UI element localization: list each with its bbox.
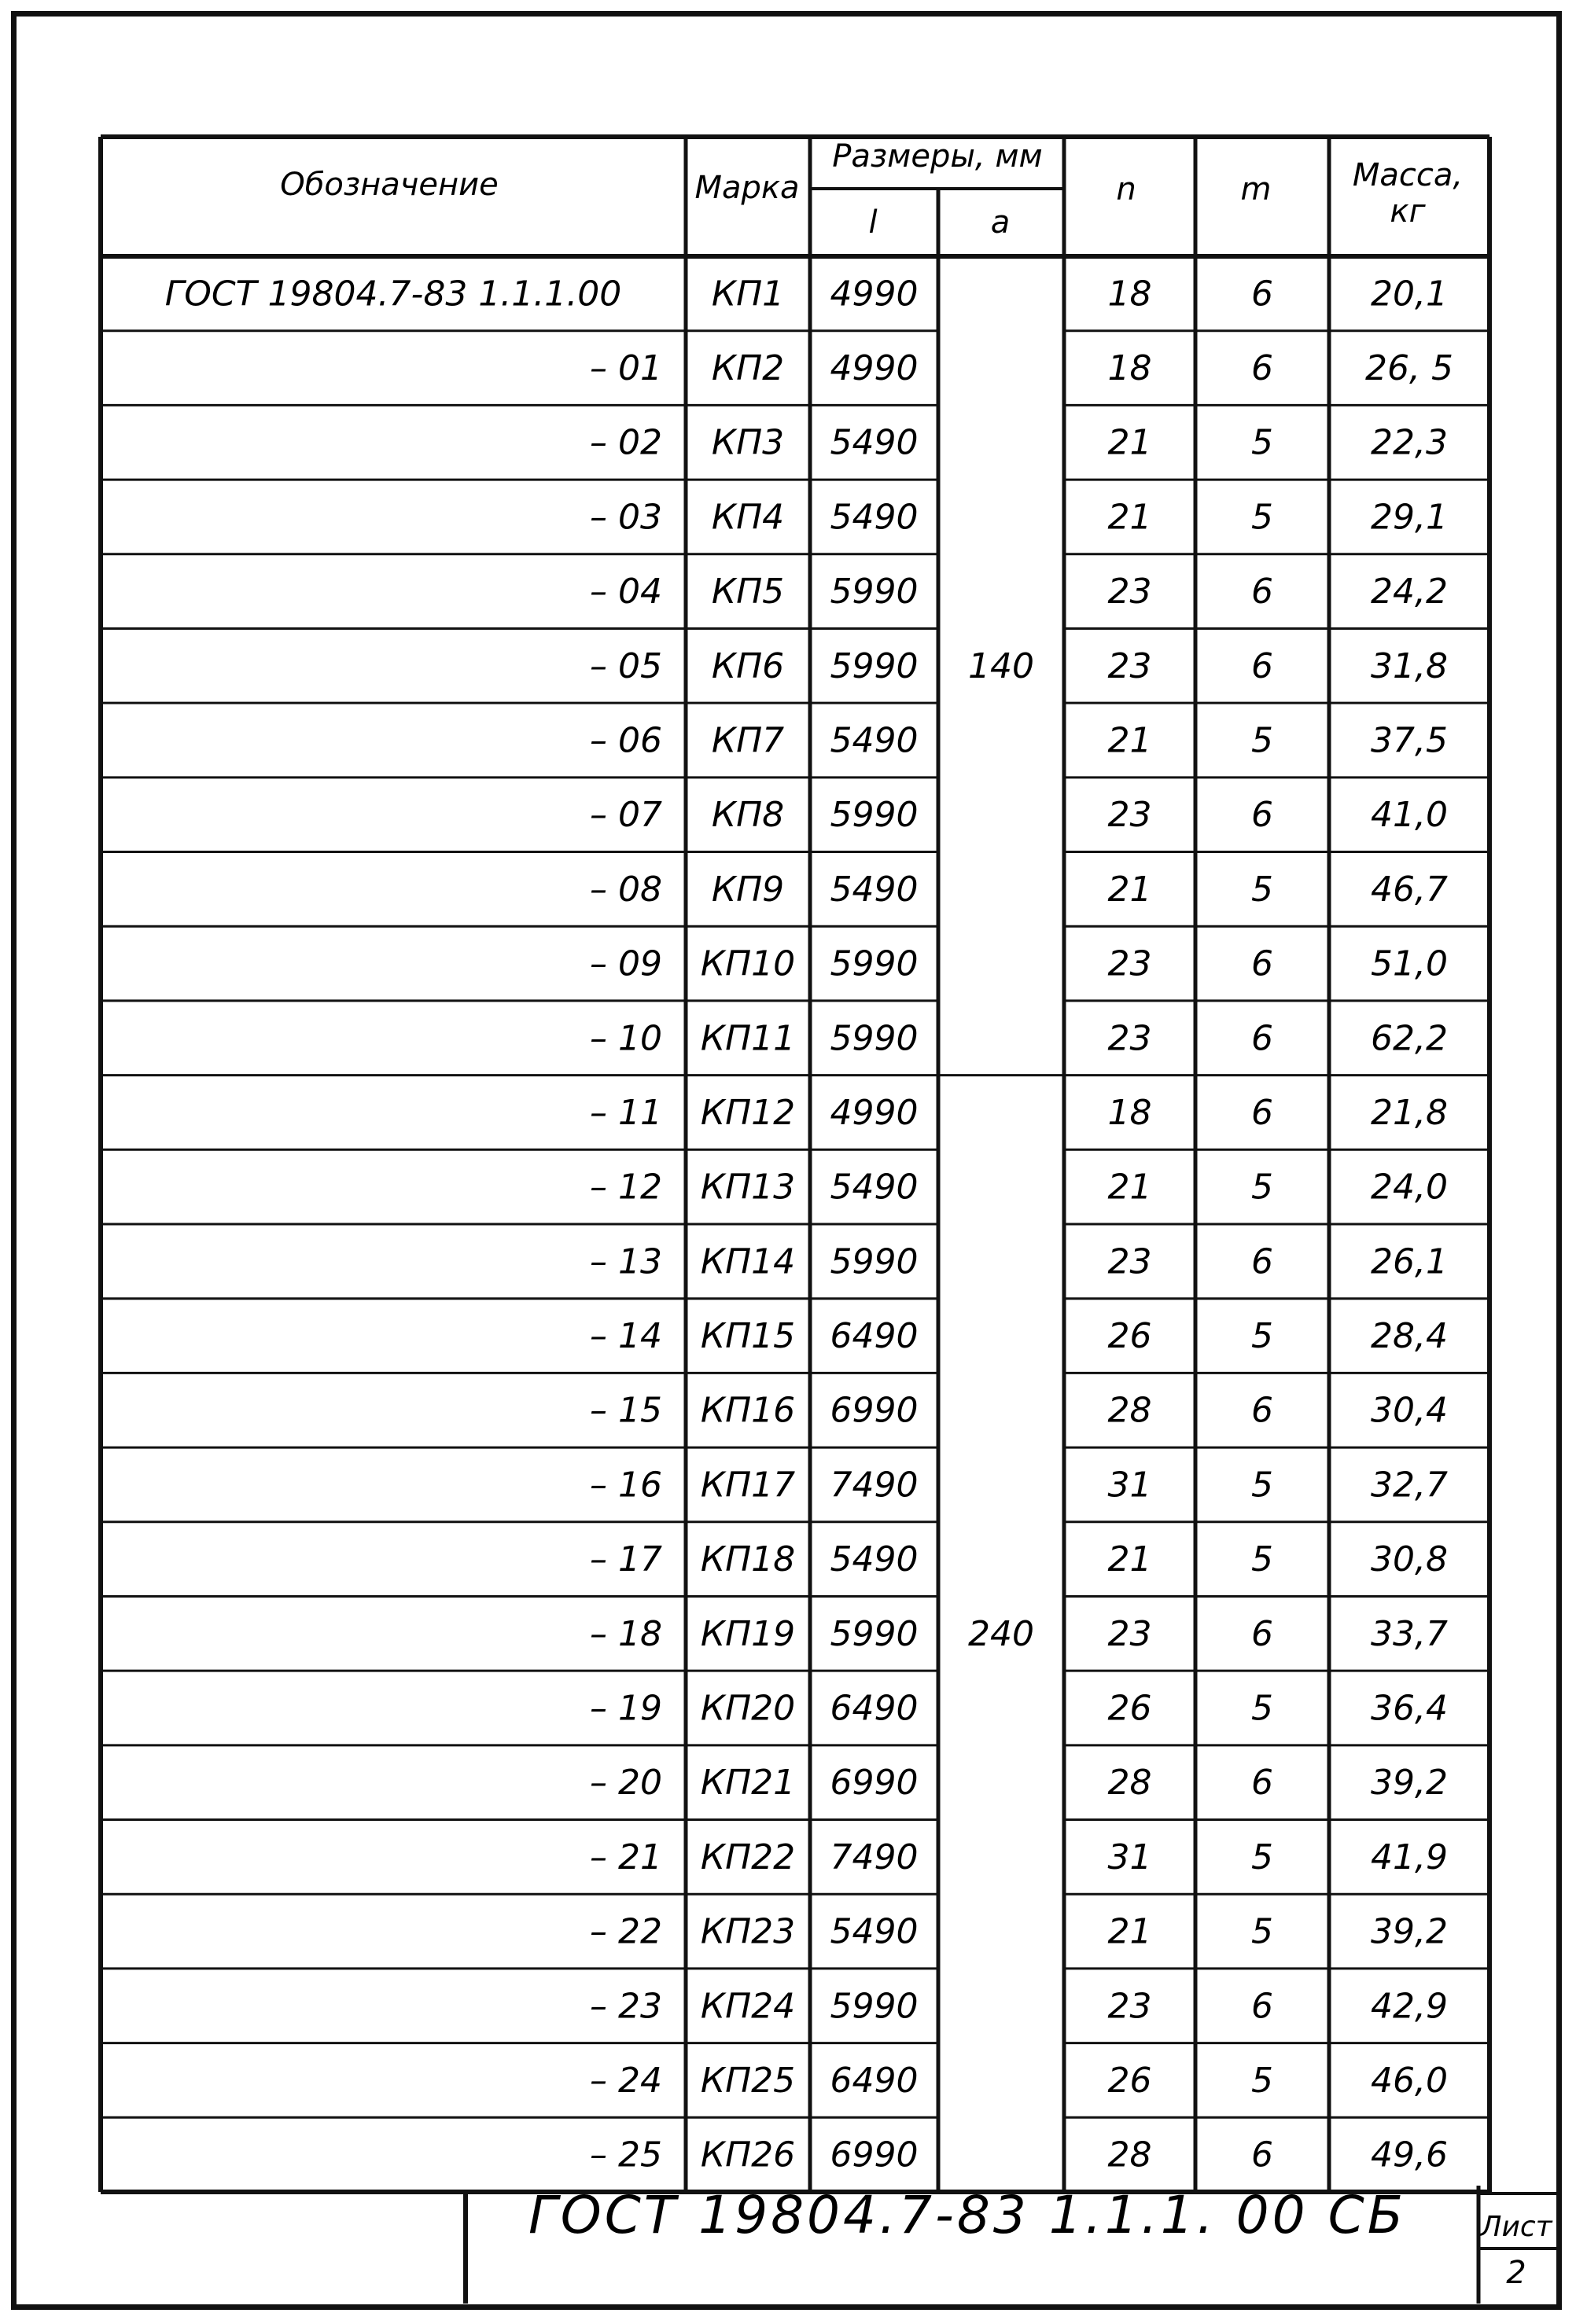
row-mark: КП17 (700, 1465, 796, 1506)
row-m: 5 (1251, 2060, 1273, 2101)
row-mass: 22,3 (1371, 422, 1448, 463)
row-length: 5990 (830, 1613, 919, 1654)
row-designation: – 02 (590, 422, 662, 463)
row-designation: – 14 (590, 1316, 662, 1357)
row-length: 5490 (830, 1167, 919, 1208)
row-designation: ГОСТ 19804.7-83 1.1.1.00 (164, 274, 622, 314)
row-mark: КП14 (700, 1241, 796, 1282)
header-l: l (868, 204, 878, 241)
row-n: 31 (1107, 1837, 1152, 1877)
row-designation: – 17 (590, 1539, 662, 1580)
row-designation: – 15 (590, 1390, 662, 1431)
row-mass: 39,2 (1371, 1911, 1448, 1952)
row-length: 5490 (830, 422, 919, 463)
row-designation: – 09 (590, 943, 662, 984)
row-n: 21 (1107, 869, 1152, 910)
row-m: 5 (1251, 869, 1273, 910)
row-length: 5990 (830, 572, 919, 612)
row-mark: КП5 (711, 572, 785, 612)
row-length: 6490 (830, 1688, 919, 1729)
row-designation: – 16 (590, 1465, 662, 1506)
row-designation: – 25 (590, 2135, 662, 2175)
row-mass: 41,0 (1371, 795, 1448, 836)
row-n: 23 (1107, 943, 1152, 984)
row-mark: КП16 (700, 1390, 796, 1431)
row-mark: КП4 (711, 497, 785, 538)
row-mass: 36,4 (1371, 1688, 1448, 1729)
row-length: 6990 (830, 2135, 919, 2175)
row-mark: КП1 (711, 274, 785, 314)
row-mark: КП11 (700, 1018, 796, 1059)
header-m: m (1240, 171, 1272, 208)
row-mass: 31,8 (1371, 645, 1448, 686)
row-m: 6 (1251, 572, 1273, 612)
row-mass: 42,9 (1371, 1986, 1448, 2027)
row-n: 23 (1107, 1018, 1152, 1059)
row-m: 6 (1251, 1390, 1273, 1431)
row-designation: – 01 (590, 348, 662, 389)
row-mark: КП20 (700, 1688, 796, 1729)
row-m: 6 (1251, 1613, 1273, 1654)
row-n: 28 (1107, 1390, 1152, 1431)
row-mark: КП7 (711, 720, 785, 761)
row-mark: КП26 (700, 2135, 796, 2175)
row-designation: – 18 (590, 1613, 662, 1654)
row-mark: КП21 (700, 1763, 796, 1804)
header-mass: Масса, (1352, 157, 1464, 193)
document-code: ГОСТ 19804.7-83 1.1.1. 00 СБ (528, 2185, 1407, 2245)
row-m: 6 (1251, 348, 1273, 389)
row-length: 4990 (830, 1092, 919, 1133)
row-length: 5990 (830, 1018, 919, 1059)
row-n: 28 (1107, 2135, 1152, 2175)
header-designation: Обозначение (280, 167, 499, 203)
row-length: 5490 (830, 1539, 919, 1580)
header-a: a (990, 204, 1011, 241)
row-designation: – 07 (590, 795, 662, 836)
row-length: 5990 (830, 795, 919, 836)
row-designation: – 19 (590, 1688, 662, 1729)
row-mark: КП9 (711, 869, 785, 910)
row-m: 5 (1251, 1316, 1273, 1357)
row-length: 5990 (830, 645, 919, 686)
sheet-number: 2 (1506, 2255, 1526, 2291)
row-designation: – 08 (590, 869, 662, 910)
row-length: 7490 (830, 1837, 919, 1877)
row-m: 5 (1251, 1539, 1273, 1580)
row-m: 6 (1251, 645, 1273, 686)
row-m: 5 (1251, 720, 1273, 761)
row-mark: КП2 (711, 348, 785, 389)
row-mark: КП6 (711, 645, 785, 686)
row-mark: КП13 (700, 1167, 796, 1208)
row-mass: 20,1 (1371, 274, 1448, 314)
row-n: 18 (1107, 348, 1152, 389)
row-n: 23 (1107, 1613, 1152, 1654)
row-mark: КП22 (700, 1837, 796, 1877)
row-mass: 26,1 (1371, 1241, 1448, 1282)
row-designation: – 23 (590, 1986, 662, 2027)
sheet-label: Лист (1480, 2211, 1552, 2243)
header-mark: Марка (694, 170, 800, 206)
row-n: 23 (1107, 1241, 1152, 1282)
row-m: 6 (1251, 1241, 1273, 1282)
row-designation: – 24 (590, 2060, 662, 2101)
row-length: 5990 (830, 1241, 919, 1282)
header-n: n (1116, 171, 1136, 208)
row-designation: – 22 (590, 1911, 662, 1952)
row-designation: – 06 (590, 720, 662, 761)
row-m: 6 (1251, 1986, 1273, 2027)
row-mass: 62,2 (1371, 1018, 1448, 1059)
row-n: 21 (1107, 1911, 1152, 1952)
row-mark: КП8 (711, 795, 785, 836)
row-n: 23 (1107, 572, 1152, 612)
row-length: 6990 (830, 1390, 919, 1431)
a-group-value: 240 (968, 1613, 1034, 1654)
row-m: 5 (1251, 1465, 1273, 1506)
row-n: 23 (1107, 645, 1152, 686)
row-m: 6 (1251, 274, 1273, 314)
row-mark: КП3 (711, 422, 785, 463)
row-designation: – 21 (590, 1837, 662, 1877)
row-mark: КП18 (700, 1539, 796, 1580)
row-length: 5990 (830, 943, 919, 984)
row-mass: 24,0 (1371, 1167, 1448, 1208)
row-mass: 46,0 (1371, 2060, 1448, 2101)
row-mass: 24,2 (1371, 572, 1448, 612)
row-designation: – 10 (590, 1018, 662, 1059)
row-n: 23 (1107, 1986, 1152, 2027)
row-length: 5490 (830, 720, 919, 761)
row-mass: 46,7 (1371, 869, 1448, 910)
row-length: 7490 (830, 1465, 919, 1506)
row-length: 6490 (830, 1316, 919, 1357)
row-n: 21 (1107, 422, 1152, 463)
row-m: 6 (1251, 795, 1273, 836)
row-designation: – 13 (590, 1241, 662, 1282)
row-m: 5 (1251, 422, 1273, 463)
row-mass: 39,2 (1371, 1763, 1448, 1804)
row-n: 18 (1107, 274, 1152, 314)
row-m: 6 (1251, 2135, 1273, 2175)
row-n: 28 (1107, 1763, 1152, 1804)
row-mark: КП23 (700, 1911, 796, 1952)
row-n: 26 (1107, 1688, 1152, 1729)
row-designation: – 05 (590, 645, 662, 686)
row-n: 21 (1107, 497, 1152, 538)
row-n: 26 (1107, 1316, 1152, 1357)
row-designation: – 03 (590, 497, 662, 538)
row-mass: 49,6 (1371, 2135, 1448, 2175)
row-length: 4990 (830, 348, 919, 389)
row-n: 26 (1107, 2060, 1152, 2101)
row-n: 23 (1107, 795, 1152, 836)
row-n: 21 (1107, 1539, 1152, 1580)
row-length: 5990 (830, 1986, 919, 2027)
row-mark: КП12 (700, 1092, 796, 1133)
header-mass-unit: кг (1390, 193, 1426, 230)
row-mass: 32,7 (1371, 1465, 1448, 1506)
row-n: 21 (1107, 720, 1152, 761)
row-designation: – 04 (590, 572, 662, 612)
row-mass: 33,7 (1371, 1613, 1448, 1654)
row-n: 31 (1107, 1465, 1152, 1506)
row-mass: 26, 5 (1365, 348, 1453, 389)
row-mass: 37,5 (1371, 720, 1448, 761)
row-designation: – 12 (590, 1167, 662, 1208)
row-mass: 28,4 (1371, 1316, 1448, 1357)
row-mark: КП19 (700, 1613, 796, 1654)
row-mass: 41,9 (1371, 1837, 1448, 1877)
row-length: 5490 (830, 1911, 919, 1952)
row-m: 5 (1251, 1688, 1273, 1729)
row-length: 6490 (830, 2060, 919, 2101)
a-group-value: 140 (968, 645, 1034, 686)
row-mass: 51,0 (1371, 943, 1448, 984)
row-mass: 21,8 (1371, 1092, 1448, 1133)
row-length: 5490 (830, 869, 919, 910)
row-mark: КП10 (700, 943, 796, 984)
row-mass: 30,8 (1371, 1539, 1448, 1580)
row-m: 5 (1251, 497, 1273, 538)
row-designation: – 20 (590, 1763, 662, 1804)
row-m: 6 (1251, 1763, 1273, 1804)
row-m: 6 (1251, 1018, 1273, 1059)
header-dimensions: Размеры, мм (832, 138, 1043, 175)
row-m: 6 (1251, 1092, 1273, 1133)
row-mark: КП15 (700, 1316, 796, 1357)
row-m: 5 (1251, 1167, 1273, 1208)
row-length: 6990 (830, 1763, 919, 1804)
row-mass: 29,1 (1371, 497, 1448, 538)
row-mass: 30,4 (1371, 1390, 1448, 1431)
row-mark: КП25 (700, 2060, 796, 2101)
row-mark: КП24 (700, 1986, 796, 2027)
row-m: 5 (1251, 1911, 1273, 1952)
row-m: 5 (1251, 1837, 1273, 1877)
row-designation: – 11 (590, 1092, 662, 1133)
row-n: 18 (1107, 1092, 1152, 1133)
row-m: 6 (1251, 943, 1273, 984)
row-n: 21 (1107, 1167, 1152, 1208)
row-length: 5490 (830, 497, 919, 538)
row-length: 4990 (830, 274, 919, 314)
